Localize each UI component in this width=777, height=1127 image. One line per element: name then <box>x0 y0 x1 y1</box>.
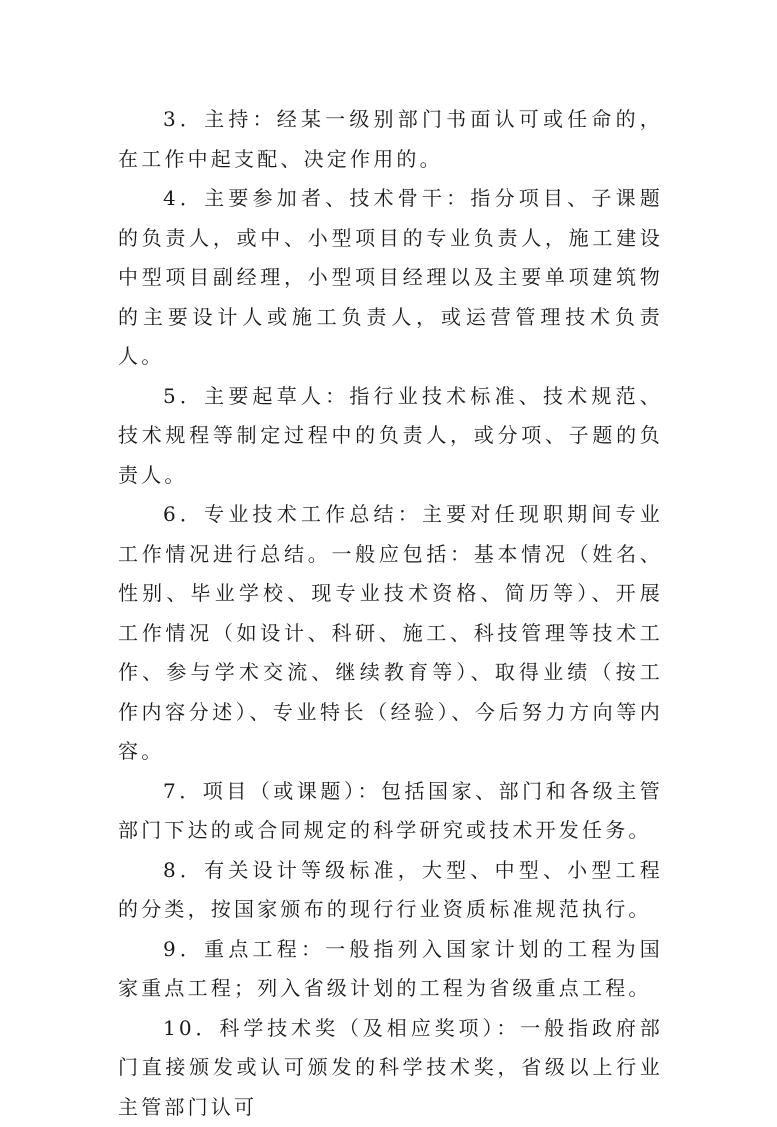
paragraph-10-science-award: 10．科学技术奖（及相应奖项）：一般指政府部门直接颁发或认可颁发的科学技术奖，省级以上行业主管部门认可 <box>118 1009 663 1127</box>
paragraph-6-work-summary: 6．专业技术工作总结：主要对任现职期间专业工作情况进行总结。一般应包括：基本情况（姓名、性别、毕业学校、现专业技术资格、简历等）、开展工作情况（如设计、科研、施工、科技管理等技术工作、参与学术交流、继续教育等）、取得业绩（按工作内容分述）、专业特长（经验）、今后努力方向等内容。 <box>118 495 663 772</box>
paragraph-4-main-participants: 4．主要参加者、技术骨干：指分项目、子课题的负责人，或中、小型项目的专业负责人，施工建设中型项目副经理，小型项目经理以及主要单项建筑物的主要设计人或施工负责人，或运营管理技术负责人。 <box>118 179 663 377</box>
paragraph-5-main-drafter: 5．主要起草人：指行业技术标准、技术规范、技术规程等制定过程中的负责人，或分项、子题的负责人。 <box>118 377 663 496</box>
paragraph-3-presiding: 3．主持：经某一级别部门书面认可或任命的，在工作中起支配、决定作用的。 <box>118 100 663 179</box>
paragraph-8-design-grade: 8．有关设计等级标准，大型、中型、小型工程的分类，按国家颁布的现行行业资质标准规范执行。 <box>118 851 663 930</box>
paragraph-7-project: 7．项目（或课题）：包括国家、部门和各级主管部门下达的或合同规定的科学研究或技术开发任务。 <box>118 772 663 851</box>
document-body <box>118 100 663 1127</box>
paragraph-9-key-project: 9．重点工程：一般指列入国家计划的工程为国家重点工程；列入省级计划的工程为省级重点工程。 <box>118 930 663 1009</box>
